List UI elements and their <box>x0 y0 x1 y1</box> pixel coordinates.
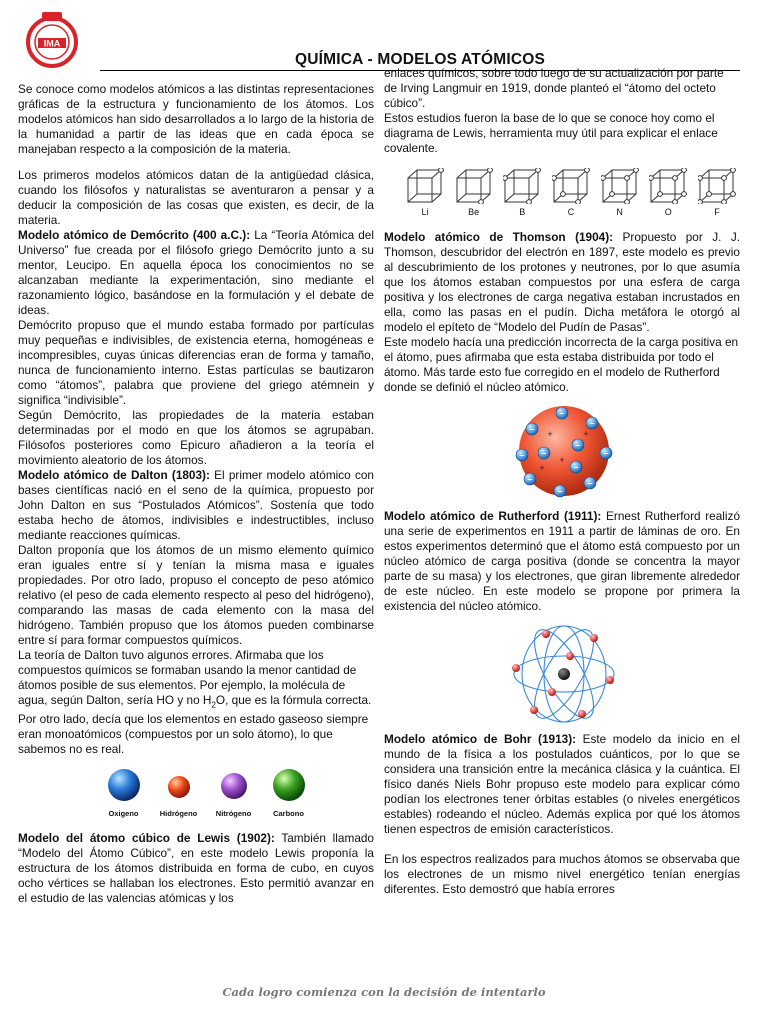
thomson-paragraph: Modelo atómico de Thomson (1904): Propuesto por J. J. Thomson, descubridor del electrón en 1897, este modelo es previo al descubrimiento de los protones y neutrones, por lo que asumía que los átomos estaban compuestos por una esfera de carga positiva y los electrones de carga negativa estaban incrustados en ella, como las pasas en el pudín. Dicha metáfora le otorgó al modelo el epíteto de “Modelo del Pudín de Pasas”. <box>384 230 741 334</box>
oxygen-sphere-icon <box>106 767 142 803</box>
dalton-paragraph: Modelo atómico de Dalton (1803): El primer modelo atómico con bases científicas nació en el seno de la química, propuesto por John Dalton en sus “Postulados Atómicos”. Sostenía que todo estaba hecho de átomos, indivisibles e indestructibles, incluso mediante reacciones químicas. <box>18 468 374 542</box>
svg-text:–: – <box>573 462 579 472</box>
svg-text:–: – <box>603 448 609 458</box>
molecule-hydrogen <box>151 767 206 821</box>
molecule-oxygen <box>96 767 151 821</box>
cube-icon <box>503 168 541 204</box>
svg-text:–: – <box>529 424 535 434</box>
lewis-cube-illustrations <box>406 168 736 220</box>
molecule-carbon <box>261 767 316 821</box>
cube-label: O <box>664 207 672 217</box>
intro-paragraph-2: Los primeros modelos atómicos datan de la antigüedad clásica, cuando los filósofos y naturalistas se aventuraron a pensar y a deducir la composición de las cosas que existen, es decir, de la materia. <box>18 168 374 227</box>
cube-label: Be <box>468 207 480 217</box>
svg-text:–: – <box>557 486 563 496</box>
molecule-nitrogen <box>206 767 261 821</box>
svg-text:+: + <box>547 429 553 439</box>
cube-icon <box>601 168 639 204</box>
democrito-title: Modelo atómico de Demócrito (400 a.C.): <box>18 228 251 242</box>
cube-icon <box>552 168 590 204</box>
cube-icon <box>455 168 493 204</box>
lewis-continuation: enlaces químicos, sobre todo luego de su actualización por parte de Irving Langmuir en 1919, donde planteó el “átomo del octeto cúbico”. <box>384 66 724 110</box>
svg-text:–: – <box>589 418 595 428</box>
cube-c <box>552 168 590 220</box>
bohr-paragraph: Modelo atómico de Bohr (1913): Este modelo da inicio en el mundo de la física a los postulados cuánticos, por lo que se considera una transición entre la mecánica clásica y la cuántica. El físico danés Niels Bohr propuso este modelo para explicar cómo podían los electrones tener órbitas estables (o niveles energéticos estables) rodeando el núcleo. Además explica por qué los átomos tienen espectros de emisión característicos. <box>384 732 740 836</box>
cube-icon <box>649 168 687 204</box>
thomson-atom-illustration <box>384 401 740 505</box>
svg-text:–: – <box>519 450 525 460</box>
school-logo <box>20 8 84 72</box>
molecule-label: Hidrógeno <box>159 809 198 819</box>
bohr-paragraph-2: En los espectros realizados para muchos átomos se observaba que los electrones de un mismo nivel energético tenían energías diferentes. Esto demostró que había errores <box>384 852 740 896</box>
molecule-illustrations <box>96 767 316 821</box>
democrito-paragraph-3: Según Demócrito, las propiedades de la materia estaban determinadas por el modo en que los átomos se agrupaban. Filósofos posteriores como Epicuro añadieron a la teoría el movimiento aleatorio de los átomos. <box>18 408 374 467</box>
molecule-label: Nitrógeno <box>215 809 252 819</box>
cube-label: B <box>519 207 526 217</box>
logo-text: IMA <box>43 38 61 49</box>
svg-text:–: – <box>575 440 581 450</box>
rutherford-paragraph: Modelo atómico de Rutherford (1911): Ernest Rutherford realizó una serie de experimentos en 1911 a partir de láminas de oro. En estos experimentos determinó que el átomo está compuesto por un núcleo atómico de carga positiva (donde se concentra la mayor parte de su masa) y los electrones, que giran libremente alrededor de este núcleo. En este modelo se propone por primera la existencia del núcleo atómico. <box>384 509 740 613</box>
hydrogen-sphere-icon <box>161 767 197 803</box>
nitrogen-sphere-icon <box>216 767 252 803</box>
thomson-paragraph-2: Este modelo hacía una predicción incorrecta de la carga positiva en el átomo, pues afirmaba que esta estaba distribuida por todo el átomo. Más tarde esto fue corregido en el modelo de Rutherford donde se definió el núcleo atómico. <box>384 335 739 394</box>
dalton-paragraph-3: La teoría de Dalton tuvo algunos errores. Afirmaba que los compuestos químicos se formaban usando la menor cantidad de átomos posible de sus elementos. Por ejemplo, la molécula de agua, según Dalton, sería HO y no $H_2O$, que es la fórmula correcta. Por otro lado, decía que los elementos en estado gaseoso siempre eran monoatómicos (compuestos por un solo átomo), lo que sabemos no es real. <box>18 648 372 757</box>
svg-text:–: – <box>527 474 533 484</box>
thomson-title: Modelo atómico de Thomson (1904): <box>384 230 614 244</box>
lewis-title: Modelo del átomo cúbico de Lewis (1902): <box>18 831 275 846</box>
cube-o <box>649 168 687 220</box>
right-column <box>384 66 740 897</box>
svg-text:–: – <box>587 478 593 488</box>
dalton-title: Modelo atómico de Dalton (1803): <box>18 468 210 482</box>
rutherford-title: Modelo atómico de Rutherford (1911): <box>384 509 602 523</box>
left-column <box>18 82 374 906</box>
cube-f <box>698 168 736 220</box>
svg-text:+: + <box>559 455 565 465</box>
cube-label: F <box>714 207 720 217</box>
cube-b <box>503 168 541 220</box>
footer-motto: Cada logro comienza con la decisión de intentarlo <box>222 985 546 999</box>
cube-n <box>601 168 639 220</box>
page-title: QUÍMICA - MODELOS ATÓMICOS <box>100 50 740 71</box>
carbon-sphere-icon <box>271 767 307 803</box>
intro-paragraph-1: Se conoce como modelos atómicos a las distintas representaciones gráficas de la estructura y funcionamiento de los átomos. Los modelos atómicos han sido desarrollados a lo largo de la historia de la humanidad a partir de las ideas que en cada época se manejaban respecto a la composición de la materia. <box>18 82 374 156</box>
svg-text:+: + <box>539 463 545 473</box>
cube-label: Li <box>421 207 429 217</box>
cube-label: N <box>616 207 623 217</box>
dalton-paragraph-2: Dalton proponía que los átomos de un mismo elemento químico eran iguales entre sí y tenían la misma masa e iguales propiedades. Por otro lado, propuso el concepto de peso atómico relativo (el peso de cada elemento respecto al peso del hidrógeno), comparando las masas de cada elemento con la masa del hidrógeno. También propuso que los átomos pueden combinarse entre sí para formar compuestos químicos. <box>18 543 374 647</box>
lewis-paragraph-2: Estos estudios fueron la base de lo que se conoce hoy como el diagrama de Lewis, herramienta muy útil para explicar el enlace covalente. <box>384 111 718 155</box>
svg-text:–: – <box>541 448 547 458</box>
svg-text:–: – <box>559 408 565 418</box>
cube-be <box>455 168 493 220</box>
rutherford-atom-illustration <box>384 622 740 726</box>
cube-label: C <box>567 207 575 217</box>
cube-li <box>406 168 444 220</box>
democrito-paragraph: Modelo atómico de Demócrito (400 a.C.): La “Teoría Atómica del Universo” fue creada por el filósofo griego Demócrito junto a su mentor, Leucipo. En aquella época los conocimientos no se alcanzaban mediante la experimentación, sino mediante el razonamiento lógico, basándose en la formulación y el debate de ideas. <box>18 228 374 317</box>
molecule-label: Oxigeno <box>108 809 139 819</box>
svg-text:+: + <box>583 429 589 439</box>
molecule-label: Carbono <box>273 809 304 819</box>
cube-icon <box>698 168 736 204</box>
democrito-paragraph-2: Demócrito propuso que el mundo estaba formado por partículas muy pequeñas e indivisibles, de existencia eterna, homogéneas e incompresibles, cuyas únicas diferencias eran de forma y tamaño, nunca de funcionamiento interno. Estas partículas se bautizaron como “átomos”, palabra que proviene del griego atémnein y significa “indivisible”. <box>18 318 374 407</box>
lewis-paragraph: Modelo del átomo cúbico de Lewis (1902): También llamado “Modelo del Átomo Cúbico”, en este modelo Lewis proponía la estructura de los átomos distribuida en forma de cubo, en cuyos ocho vértices se hallaban los electrones. Esto permitió avanzar en el estudio de las valencias atómicas y los <box>18 831 374 906</box>
bohr-title: Modelo atómico de Bohr (1913): <box>384 732 577 746</box>
cube-icon <box>406 168 444 204</box>
